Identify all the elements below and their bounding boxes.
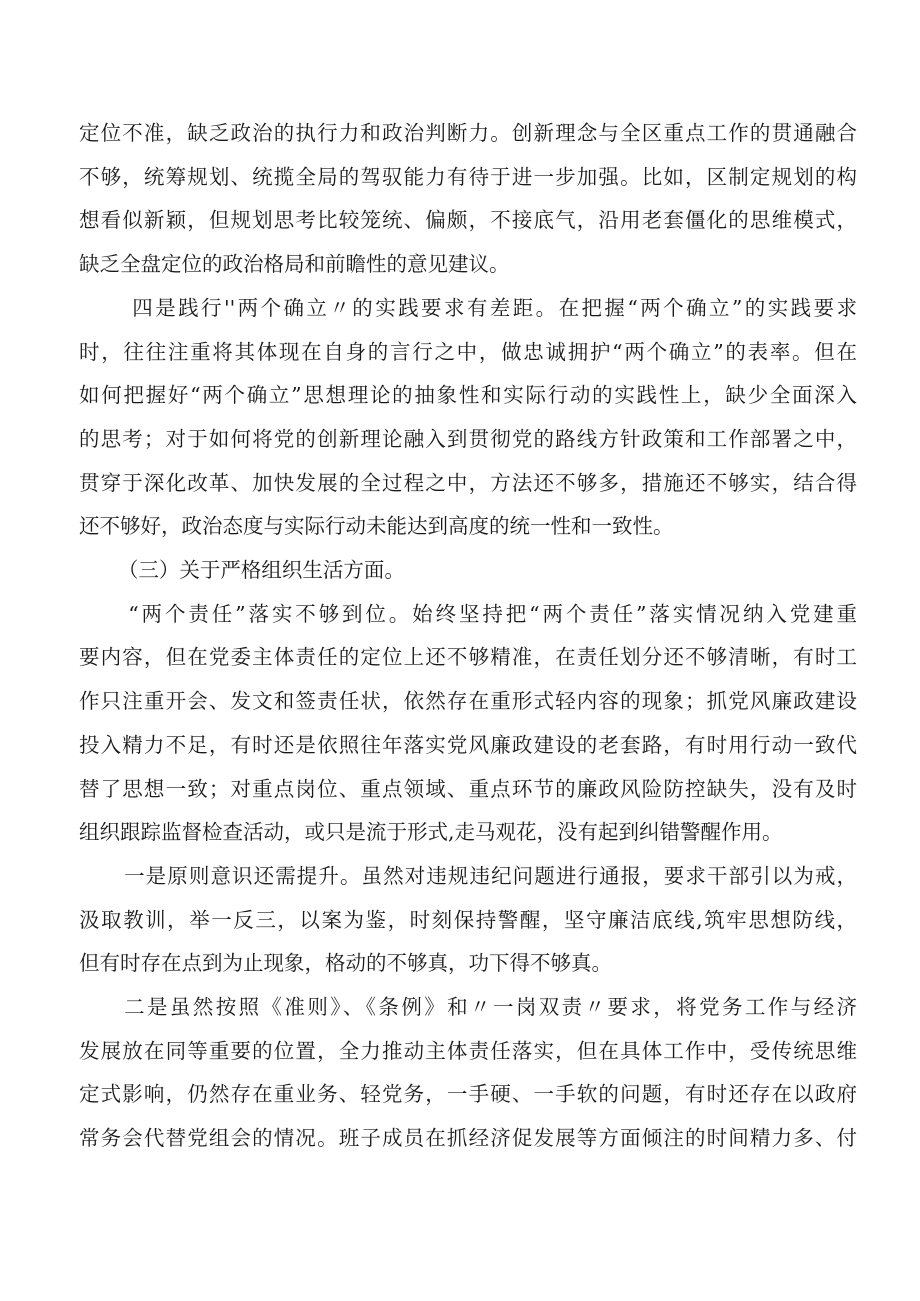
text-line: 替了思想一致；对重点岗位、重点领域、重点环节的廉政风险防控缺失，没有及时 <box>79 776 857 801</box>
text-line: 定位不准，缺乏政治的执行力和政治判断力。创新理念与全区重点工作的贯通融合 <box>79 121 857 145</box>
text-line: 发展放在同等重要的位置，全力推动主体责任落实，但在具体工作中，受传统思维 <box>79 1038 857 1063</box>
text-line: 投入精力不足，有时还是依照往年落实党风廉政建设的老套路，有时用行动一致代 <box>79 732 857 757</box>
text-line: 还不够好，政治态度与实际行动未能达到高度的统一性和一致性。 <box>79 514 674 539</box>
text-line: 定式影响，仍然存在重业务、轻党务，一手硬、一手软的问题，有时还存在以政府 <box>79 1082 857 1107</box>
text-line: 不够，统筹规划、统揽全局的驾驭能力有待于进一步加强。比如，区制定规划的构 <box>79 164 857 189</box>
paragraph-2 <box>79 287 857 549</box>
text-line: 的思考；对于如何将党的创新理论融入到贯彻党的路线方针政策和工作部署之中， <box>79 426 857 451</box>
paragraph-3 <box>79 593 857 855</box>
text-line: 如何把握好“两个确立”思想理论的抽象性和实际行动的实践性上，缺少全面深入 <box>79 383 857 408</box>
text-line: 要内容，但在党委主体责任的定位上还不够精准，在责任划分还不够清晰，有时工 <box>79 645 857 670</box>
text-line: 时，往往注重将其体现在自身的言行之中，做忠诚拥护“两个确立”的表率。但在 <box>79 339 857 364</box>
text-line: 一是原则意识还需提升。虽然对违规违纪问题进行通报，要求干部引以为戒， <box>124 863 857 888</box>
text-line: “两个责任”落实不够到位。始终坚持把“两个责任”落实情况纳入党建重 <box>128 601 857 626</box>
text-line: 贯穿于深化改革、加快发展的全过程之中，方法还不够多，措施还不够实，结合得 <box>79 470 857 495</box>
text-line: 常务会代替党组会的情况。班子成员在抓经济促发展等方面倾注的时间精力多、付 <box>79 1126 857 1151</box>
paragraph-5 <box>79 986 857 1161</box>
paragraph-4 <box>79 855 857 986</box>
text-line: 四是践行''两个确立〃的实践要求有差距。在把握“两个确立”的实践要求 <box>132 295 857 320</box>
document-body <box>79 112 857 1161</box>
section-heading <box>79 549 857 593</box>
text-line: 组织跟踪监督检查活动，或只是流于形式,走马观花，没有起到纠错警醒作用。 <box>79 820 783 845</box>
text-line: （三）关于严格组织生活方面。 <box>117 558 405 583</box>
text-line: 作只注重开会、发文和签责任状，依然存在重形式轻内容的现象；抓党风廉政建设 <box>79 689 857 714</box>
text-line: 想看似新颖，但规划思考比较笼统、偏颇，不接底气，沿用老套僵化的思维模式， <box>79 208 857 233</box>
text-line: 但有时存在点到为止现象，格动的不够真，功下得不够真。 <box>79 951 612 976</box>
text-line: 缺乏全盘定位的政治格局和前瞻性的意见建议。 <box>79 252 510 277</box>
text-line: 汲取教训，举一反三，以案为鉴，时刻保持警醒，坚守廉洁底线,筑牢思想防线， <box>79 907 857 932</box>
paragraph-1 <box>79 112 857 287</box>
text-line: 二是虽然按照《准则》、《条例》和〃一岗双责〃要求，将党务工作与经济 <box>124 995 857 1020</box>
